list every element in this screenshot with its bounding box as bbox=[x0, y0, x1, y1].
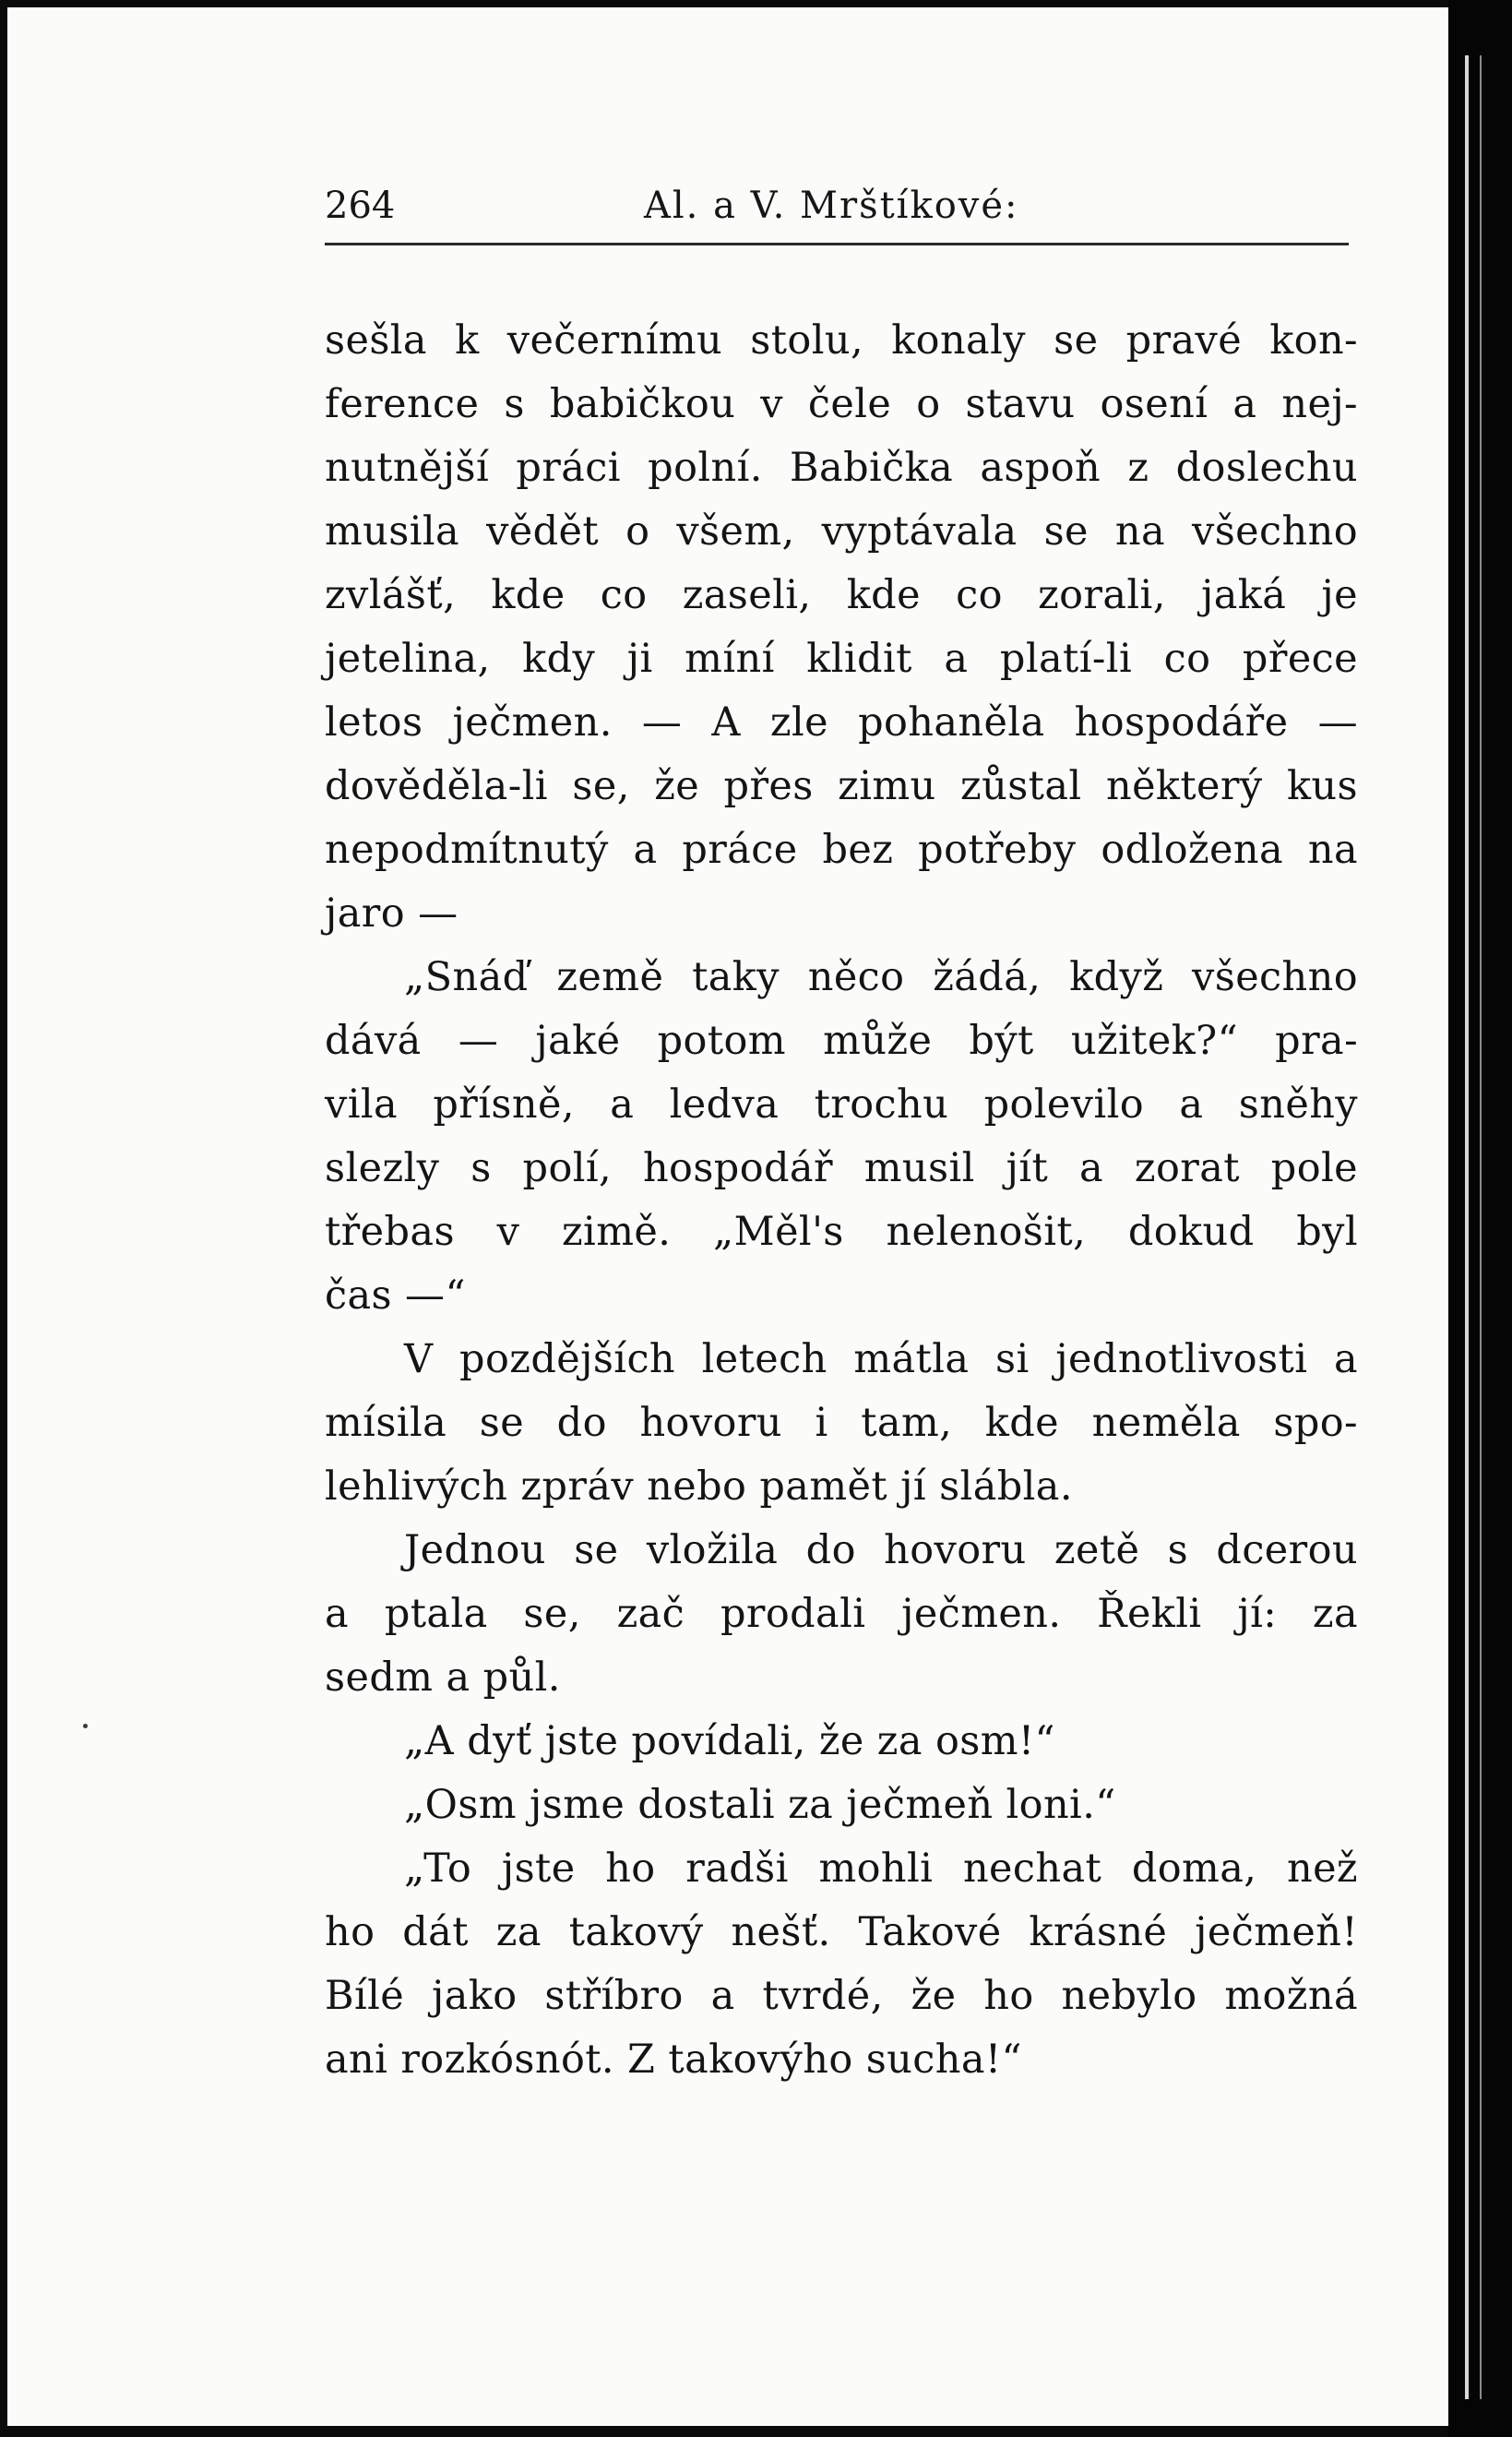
scan-speck bbox=[83, 1724, 88, 1728]
text-line: nepodmítnutý a práce bez potřeby odložena na bbox=[325, 827, 1358, 873]
body-text bbox=[325, 309, 1358, 2092]
text-line: sešla k večernímu stolu, konaly se pravé kon- bbox=[325, 317, 1358, 364]
page-number: 264 bbox=[325, 185, 396, 227]
text-line: dává — jaké potom může být užitek?“ pra- bbox=[325, 1018, 1358, 1064]
text-line: třebas v zimě. „Měl's nelenošit, dokud byl bbox=[325, 1209, 1358, 1255]
text-line: čas —“ bbox=[325, 1272, 466, 1319]
text-line: Jednou se vložila do hovoru zetě s dcerou bbox=[404, 1527, 1358, 1573]
text-line: V pozdějších letech mátla si jednotlivosti a bbox=[404, 1336, 1358, 1382]
text-line: sedm a půl. bbox=[325, 1655, 561, 1701]
text-line: vila přísně, a ledva trochu polevilo a sněhy bbox=[325, 1081, 1358, 1128]
text-line: dověděla-li se, že přes zimu zůstal některý kus bbox=[325, 763, 1358, 809]
text-line: „To jste ho radši mohli nechat doma, než bbox=[404, 1846, 1358, 1892]
header-rule bbox=[325, 243, 1349, 245]
text-line: mísila se do hovoru i tam, kde neměla spo- bbox=[325, 1400, 1358, 1446]
text-line: a ptala se, zač prodali ječmen. Řekli jí: za bbox=[325, 1591, 1358, 1637]
text-line: jetelina, kdy ji míní klidit a platí-li co přece bbox=[325, 636, 1358, 682]
page-edge-highlight bbox=[1465, 55, 1469, 2399]
text-line: musila vědět o všem, vyptávala se na všechno bbox=[325, 508, 1358, 555]
text-line: nutnější práci polní. Babička aspoň z doslechu bbox=[325, 445, 1358, 491]
text-line: jaro — bbox=[325, 890, 458, 937]
text-line: ani rozkósnót. Z takovýho sucha!“ bbox=[325, 2037, 1022, 2083]
text-line: ho dát za takový nešť. Takové krásné ječmeň! bbox=[325, 1909, 1358, 1955]
text-line: ference s babičkou v čele o stavu osení a nej- bbox=[325, 381, 1358, 427]
text-line: zvlášť, kde co zaseli, kde co zorali, jaká je bbox=[325, 572, 1358, 618]
text-line: letos ječmen. — A zle pohaněla hospodáře — bbox=[325, 699, 1358, 746]
text-line: lehlivých zpráv nebo pamět jí slábla. bbox=[325, 1463, 1073, 1510]
text-line: „Osm jsme dostali za ječmeň loni.“ bbox=[404, 1782, 1116, 1828]
page-edge-line bbox=[1480, 55, 1482, 2399]
text-line: Bílé jako stříbro a tvrdé, že ho nebylo možná bbox=[325, 1973, 1358, 2019]
text-line: „A dyť jste povídali, že za osm!“ bbox=[404, 1718, 1055, 1764]
running-title: Al. a V. Mrštíkové: bbox=[644, 185, 1019, 227]
page-header bbox=[325, 181, 1349, 236]
text-line: slezly s polí, hospodář musil jít a zorat pole bbox=[325, 1145, 1358, 1191]
text-line: „Snáď země taky něco žádá, když všechno bbox=[404, 954, 1358, 1000]
